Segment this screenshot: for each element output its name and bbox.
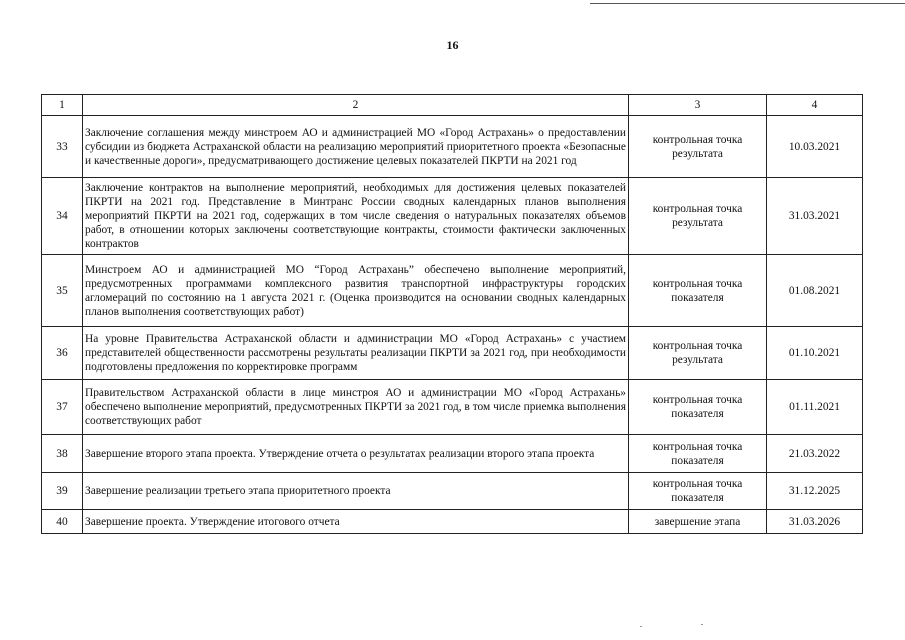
table-row xyxy=(42,380,863,435)
row-description: Заключение контрактов на выполнение мероприятий, необходимых для достижения целевых показателей ПКРТИ на 2021 год. Представление в Минтранс России сводных календарных планов выполнения мероприятий ПКРТИ на 2021 год, содержащих в том числе сведения о натуральных показателях объемов работ, в отношении которых заключены соответствующие контракты, стоимости фактически заключенных контрактов xyxy=(83,178,629,255)
row-description: На уровне Правительства Астраханской области и администрации МО «Город Астрахань» с участием представителей общественности рассмотрены результаты реализации ПКРТИ за 2021 год, при необходимости подготовлены предложения по корректировке программ xyxy=(83,327,629,380)
row-date: 31.03.2026 xyxy=(767,510,863,534)
page-number: 16 xyxy=(446,38,459,52)
row-date: 01.08.2021 xyxy=(767,255,863,327)
table-row xyxy=(42,435,863,473)
row-description: Завершение реализации третьего этапа приоритетного проекта xyxy=(83,473,629,510)
row-date: 10.03.2021 xyxy=(767,116,863,178)
row-date: 21.03.2022 xyxy=(767,435,863,473)
row-type: контрольная точка показателя xyxy=(629,380,767,435)
row-number: 39 xyxy=(42,473,83,510)
row-type: контрольная точка результата xyxy=(629,327,767,380)
table-row xyxy=(42,255,863,327)
header-col-1: 1 xyxy=(42,95,83,116)
row-type: контрольная точка показателя xyxy=(629,255,767,327)
row-number: 36 xyxy=(42,327,83,380)
row-number: 33 xyxy=(42,116,83,178)
row-description: Завершение проекта. Утверждение итогового отчета xyxy=(83,510,629,534)
row-date: 31.12.2025 xyxy=(767,473,863,510)
row-description: Заключение соглашения между минстроем АО и администрацией МО «Город Астрахань» о предоставлении субсидии из бюджета Астраханской области на реализацию мероприятий приоритетного проекта «Безопасные и качественные дороги», предусматривающего достижение целевых показателей ПКРТИ на 2021 год xyxy=(83,116,629,178)
scan-speck xyxy=(640,626,642,627)
row-number: 38 xyxy=(42,435,83,473)
row-number: 34 xyxy=(42,178,83,255)
row-type: контрольная точка результата xyxy=(629,116,767,178)
row-date: 01.10.2021 xyxy=(767,327,863,380)
row-date: 01.11.2021 xyxy=(767,380,863,435)
schedule-table xyxy=(41,94,863,534)
row-type: завершение этапа xyxy=(629,510,767,534)
header-row xyxy=(42,95,863,116)
header-col-3: 3 xyxy=(629,95,767,116)
table-row xyxy=(42,510,863,534)
row-number: 40 xyxy=(42,510,83,534)
row-description: Правительством Астраханской области в лице минстроя АО и администрации МО «Город Астрахань» обеспечено выполнение мероприятий, предусмотренных ПКРТИ за 2021 год, в том числе приемка выполнения соответствующих работ xyxy=(83,380,629,435)
row-type: контрольная точка показателя xyxy=(629,473,767,510)
table-row xyxy=(42,116,863,178)
row-type: контрольная точка показателя xyxy=(629,435,767,473)
scan-speck xyxy=(701,624,703,625)
row-date: 31.03.2021 xyxy=(767,178,863,255)
row-description: Завершение второго этапа проекта. Утверждение отчета о результатах реализации второго этапа проекта xyxy=(83,435,629,473)
table-row xyxy=(42,178,863,255)
header-col-4: 4 xyxy=(767,95,863,116)
row-type: контрольная точка результата xyxy=(629,178,767,255)
table-row xyxy=(42,473,863,510)
table-row xyxy=(42,327,863,380)
row-number: 37 xyxy=(42,380,83,435)
header-col-2: 2 xyxy=(83,95,629,116)
row-number: 35 xyxy=(42,255,83,327)
row-description: Минстроем АО и администрацией МО “Город Астрахань” обеспечено выполнение мероприятий, предусмотренных программами комплексного развития транспортной инфраструктуры городских агломераций по состоянию на 1 августа 2021 г. (Оценка производится на основании сводных календарных планов выполнения соответствующих работ) xyxy=(83,255,629,327)
top-edge-rule xyxy=(590,3,905,4)
